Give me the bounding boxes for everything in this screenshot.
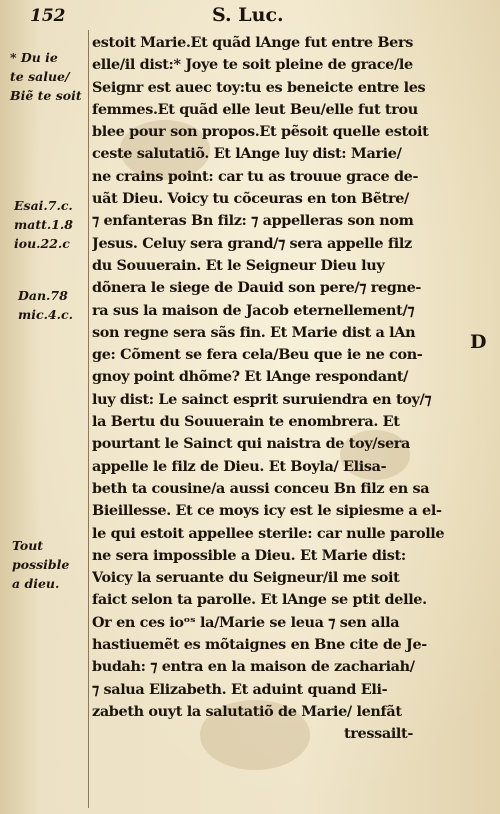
margin-note-tout-possible	[12, 536, 88, 593]
text-line: budah: ⁊ entra en la maison de zachariah/	[92, 658, 415, 676]
text-line: estoit Marie.Et quãd lAnge fut entre Bers	[92, 34, 413, 51]
margin-note-salutation	[10, 48, 88, 105]
text-line: ge: Cõment se fera cela/Beu que ie ne con-	[92, 346, 423, 364]
text-line: elle/il dist:* Joye te soit pleine de grace/le	[92, 56, 413, 74]
text-line: ra sus la maison de Jacob eternellement/⁊	[92, 301, 415, 319]
margin-note-line: mic.4.c.	[18, 307, 73, 322]
text-line: le qui estoit appellee sterile: car nulle parolle	[92, 524, 445, 542]
text-line: dõnera le siege de Dauid son pere/⁊ regne-	[92, 279, 422, 297]
text-line: du Souuerain. Et le Seigneur Dieu luy	[92, 256, 385, 274]
text-line: Seignr est auec toy:tu es beneicte entre les	[92, 78, 426, 96]
margin-note-line: * Du ie	[10, 50, 58, 65]
text-line: Bieillesse. Et ce moys icy est le sipiesme a el-	[92, 502, 442, 520]
margin-note-line: Esai.7.c.	[14, 198, 73, 213]
page-number: 152	[30, 6, 66, 26]
text-line: gnoy point dhõme? Et lAnge respondant/	[92, 368, 409, 386]
text-line: hastiuemẽt es mõtaignes en Bne cite de Je-	[92, 636, 427, 654]
text-line: femmes.Et quãd elle leut Beu/elle fut trou	[92, 100, 418, 118]
text-line: zabeth ouyt la salutatiõ de Marie/ lenfãt	[92, 702, 402, 720]
text-line: luy dist: Le sainct esprit suruiendra en toy/⁊	[92, 390, 432, 408]
text-line: son regne sera sãs fin. Et Marie dist a lAn	[92, 323, 416, 341]
text-line: ⁊ enfanteras Bn filz: ⁊ appelleras son nom	[92, 212, 414, 230]
margin-note-line: Dan.78	[18, 288, 68, 303]
text-line: ⁊ salua Elizabeth. Et aduint quand Eli-	[92, 680, 388, 698]
text-line: ceste salutatiõ. Et lAnge luy dist: Marie/	[92, 145, 402, 163]
text-line: Jesus. Celuy sera grand/⁊ sera appelle filz	[92, 234, 412, 252]
text-line: ne crains point: car tu as trouue grace de-	[92, 167, 419, 185]
section-initial: D	[470, 331, 487, 353]
margin-note-references	[14, 196, 88, 253]
margin-note-daniel	[18, 286, 88, 324]
column-rule	[88, 30, 89, 808]
catchword: tressailt-	[344, 725, 413, 743]
text-line: faict selon ta parolle. Et lAnge se ptit delle.	[92, 591, 427, 609]
text-line: beth ta cousine/a aussi conceu Bn filz en sa	[92, 479, 430, 497]
margin-note-line: Biẽ te soit	[10, 88, 82, 103]
running-head	[0, 4, 500, 28]
text-line: Or en ces ioᵒˢ la/Marie se leua ⁊ sen alla	[92, 613, 400, 631]
margin-note-line: iou.22.c	[14, 236, 70, 251]
text-line: appelle le filz de Dieu. Et Boyla/ Elisa-	[92, 457, 387, 475]
margin-note-line: Tout	[12, 538, 44, 553]
body-text	[92, 32, 464, 746]
margin-note-line: te salue/	[10, 69, 70, 84]
text-line: ne sera impossible a Dieu. Et Marie dist:	[92, 546, 406, 564]
text-line: Voicy la seruante du Seigneur/il me soit	[92, 569, 400, 587]
text-line: uãt Dieu. Voicy tu cõceuras en ton Bẽtre/	[92, 190, 409, 208]
text-line: pourtant le Sainct qui naistra de toy/sera	[92, 435, 410, 453]
margin-note-line: a dieu.	[12, 576, 60, 591]
text-line: blee pour son propos.Et pẽsoit quelle estoit	[92, 123, 429, 141]
running-title: S. Luc.	[212, 4, 284, 26]
text-line: la Bertu du Souuerain te enombrera. Et	[92, 413, 400, 431]
margin-note-line: matt.1.8	[14, 217, 73, 232]
margin-note-line: possible	[12, 557, 70, 572]
